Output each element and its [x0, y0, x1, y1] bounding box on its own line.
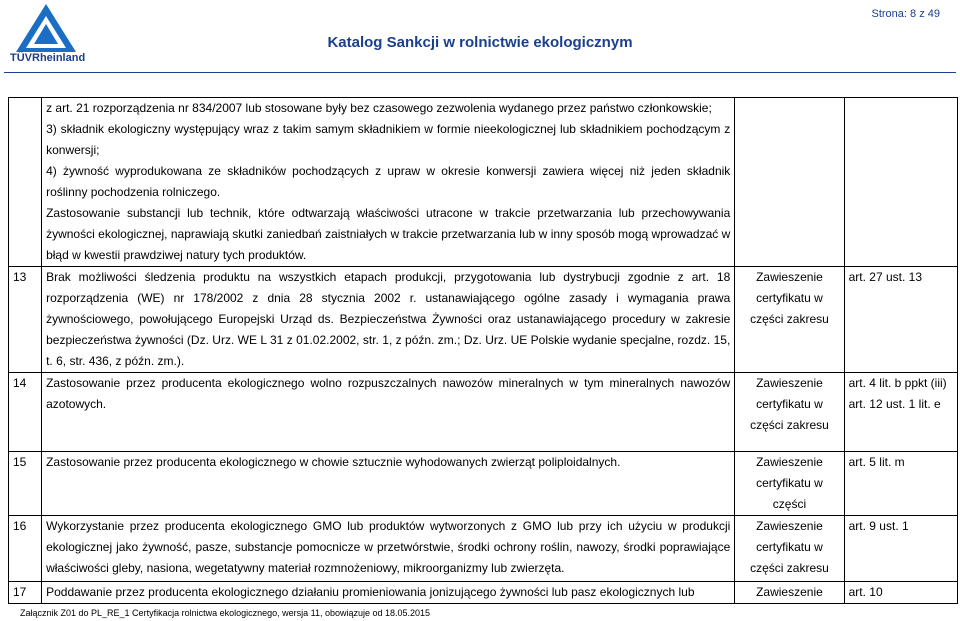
row-article: art. 10 [844, 582, 957, 604]
row-sanction: Zawieszenie certyfikatu w części zakresu [735, 373, 844, 452]
row-number: 14 [9, 373, 42, 452]
table-row [9, 373, 958, 452]
continuation-text: z art. 21 rozporządzenia nr 834/2007 lub stosowane były bez czasowego zezwolenia wydanego przez państwo członkowskie; [46, 101, 712, 115]
row-number: 16 [9, 516, 42, 582]
continuation-text: 4) żywność wyprodukowana ze składników pochodzących z upraw w okresie konwersji zawiera więcej niż jeden składnik roślinny pochodzenia rolniczego. [46, 164, 731, 199]
article-cell [844, 98, 957, 267]
continuation-text: 3) składnik ekologiczny występujący wraz z takim samym składnikiem w formie nieekologicznej lub składnikiem pochodzącym z konwersji; [46, 122, 731, 157]
row-number: 13 [9, 267, 42, 373]
table-row [9, 516, 958, 582]
sanctions-table [8, 97, 958, 604]
row-description: Zastosowanie przez producenta ekologicznego w chowie sztucznie wyhodowanych zwierząt poliploidalnych. [42, 452, 735, 516]
row-sanction: Zawieszenie certyfikatu w części zakresu [735, 267, 844, 373]
header-divider [4, 72, 956, 73]
row-description: Brak możliwości śledzenia produktu na wszystkich etapach produkcji, przygotowania lub dystrybucji zgodnie z art. 18 rozporządzenia (WE) nr 178/2002 z dnia 28 stycznia 2002 r. ustanawiającego ogólne zasady i wymagania prawa żywnościowego, powołującego Europejski Urząd ds. Bezpieczeństwa Żywności oraz ustanawiającego procedury w zakresie bezpieczeństwa żywności (Dz. Urz. WE L 31 z 01.02.2002, str. 1, z późn. zm.; Dz. Urz. UE Polskie wydanie specjalne, rozdz. 15, t. 6, str. 436, z późn. zm.). [42, 267, 735, 373]
row-sanction: Zawieszenie [735, 582, 844, 604]
sanction-cell [735, 98, 844, 267]
description-cell [42, 98, 735, 267]
row-article: art. 9 ust. 1 [844, 516, 957, 582]
row-article: art. 5 lit. m [844, 452, 957, 516]
table-row [9, 267, 958, 373]
row-description: Poddawanie przez producenta ekologicznego działaniu promieniowania jonizującego żywności lub pasz ekologicznych lub [42, 582, 735, 604]
row-article: art. 27 ust. 13 [844, 267, 957, 373]
table-row-continuation [9, 98, 958, 267]
row-sanction: Zawieszenie certyfikatu w części zakresu [735, 516, 844, 582]
document-footer: Załącznik Z01 do PL_RE_1 Certyfikacja rolnictwa ekologicznego, wersja 11, obowiązuje od 18.05.2015 [20, 608, 431, 618]
page-number: Strona: 8 z 49 [871, 8, 940, 20]
row-description: Zastosowanie przez producenta ekologicznego wolno rozpuszczalnych nawozów mineralnych w tym mineralnych nawozów azotowych. [42, 373, 735, 452]
row-number: 15 [9, 452, 42, 516]
table-row [9, 452, 958, 516]
row-description: Wykorzystanie przez producenta ekologicznego GMO lub produktów wytworzonych z GMO lub przy ich użyciu w produkcji ekologicznej jako żywność, pasze, substancje pomocnicze w przetwórstwie, środki ochrony roślin, nawozy, środki poprawiające właściwości gleby, nasiona, wegetatywny materiał rozmnożeniowy, mikroorganizmy lub zwierzęta. [42, 516, 735, 582]
page-title: Katalog Sankcji w rolnictwie ekologicznym [327, 34, 633, 51]
row-number: 17 [9, 582, 42, 604]
continuation-text: Zastosowanie substancji lub technik, które odtwarzają właściwości utracone w trakcie przetwarzania lub przechowywania żywności ekologicznej, naprawiają skutki zaniedbań zaistniałych w trakcie przetwarzania lub w inny sposób mogą wprowadzać w błąd w kwestii prawdziwej natury tych produktów. [46, 206, 731, 262]
row-number-cell [9, 98, 42, 267]
row-sanction: Zawieszenie certyfikatu w części [735, 452, 844, 516]
row-article: art. 4 lit. b ppkt (iii) art. 12 ust. 1 lit. e [844, 373, 957, 452]
table-row [9, 582, 958, 604]
logo-text: TÜVRheinland [10, 52, 86, 64]
